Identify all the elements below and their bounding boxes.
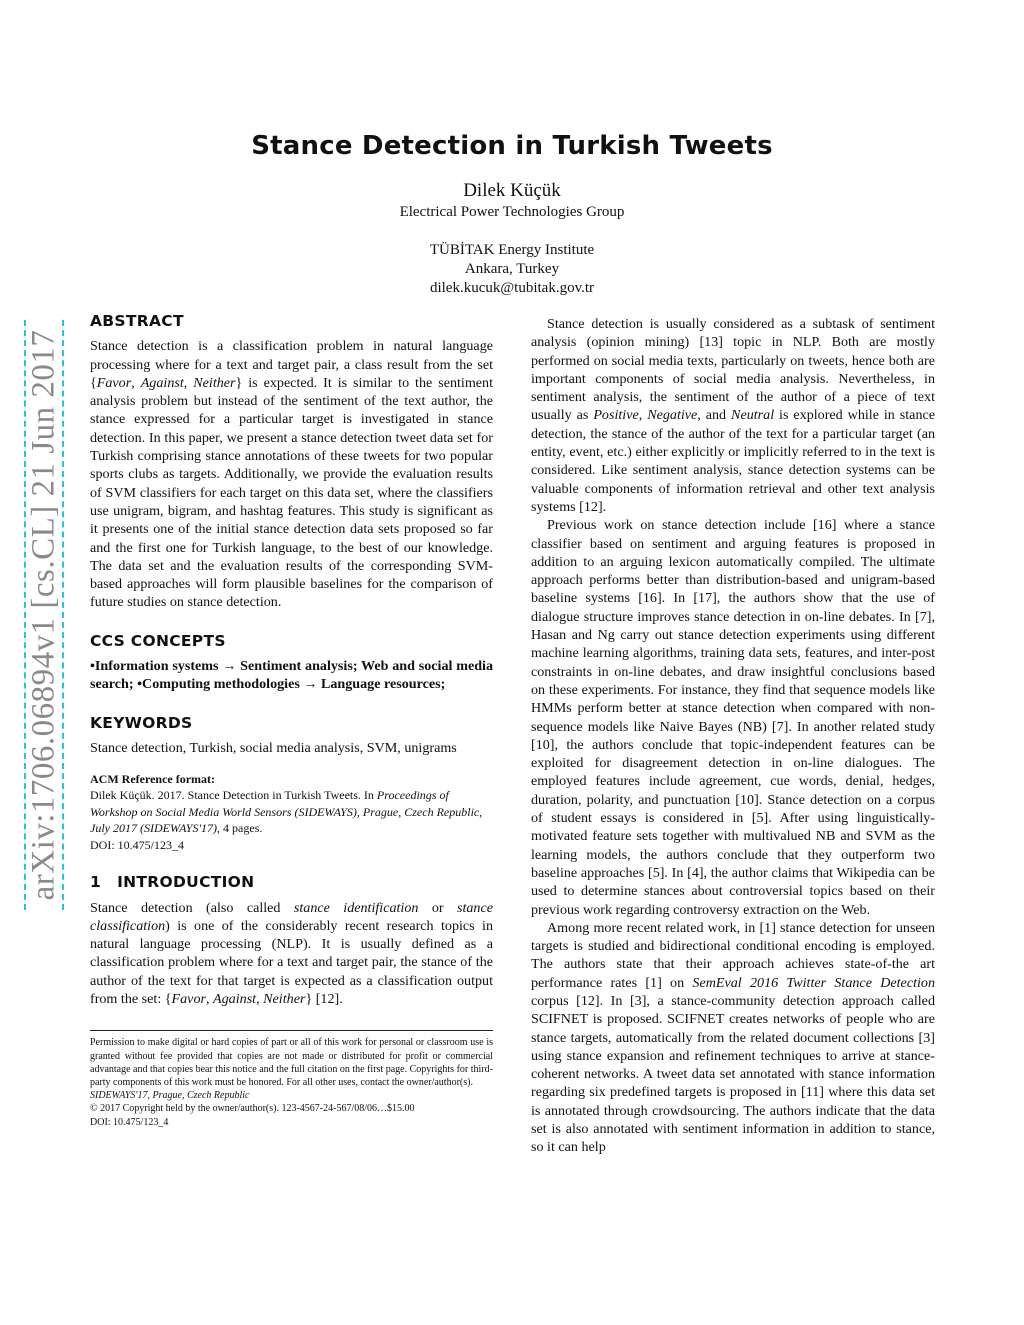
right-paragraph-2: Previous work on stance detection include [16] where a stance classifier based on sentiment and arguing features is proposed in addition to an arguing lexicon automatically compiled. The ultimate approach performs better than distribution-based and unigram-based baseline systems [16]. In [17], the authors show that the use of dialogue structure improves stance detection in on-line debates. In [7], Hasan and Ng carry out stance detection experiments using different machine learning algorithms, training data sets, features, and inter-post constraints in on-line debates, and draw insightful conclusions based on these experiments. For instance, they find that sequence models like HMMs perform better at stance detection when compared with non-sequence models like Naive Bayes (NB) [7]. In another related study [10], the authors conclude that topic-independent features can be exploited for disagreement detection in on-line dialogues. The employed features include agreement, cue words, denial, hedges, duration, polarity, and punctuation [10]. Stance detection on a corpus of student essays is considered in [5]. After using linguistically-motivated feature sets together with multivalued NB and SVM as the learning models, the authors conclude that they outperform two baseline approaches [5]. In [4], the author claims that Wikipedia can be used to determine stances about controversial topics based on their previous work regarding controversy extraction on the Web.	[531, 517, 935, 918]
introduction-heading: 1 INTRODUCTION	[90, 873, 255, 892]
paper-title: Stance Detection in Turkish Tweets	[251, 131, 773, 161]
author-affiliation-group: Electrical Power Technologies Group	[399, 204, 625, 220]
right-paragraph-1: Stance detection is usually considered as a subtask of sentiment analysis (opinion mining) [13] topic in NLP. Both are mostly performed on social media texts, particularly on tweets, hence both are important components of social media analysis. Nevertheless, in sentiment analysis, the sentiment of the author of a piece of text usually as Positive, Negative, and Neutral is explored while in stance detection, the stance of the author of the text for a particular target (an entity, event, etc.) either explicitly or implicitly referred to in the text is considered. Like sentiment analysis, stance detection systems can be valuable components of information retrieval and other text analysis systems [12].	[531, 316, 936, 515]
author-affiliation-address	[0, 241, 1024, 298]
footnote-conference: SIDEWAYS'17, Prague, Czech Republic	[90, 1090, 250, 1102]
acm-reference-heading: ACM Reference format:	[90, 772, 216, 787]
keywords-text: Stance detection, Turkish, social media analysis, SVM, unigrams	[90, 739, 457, 756]
left-column	[90, 312, 493, 1129]
footnote-doi: DOI: 10.475/123_4	[90, 1116, 169, 1128]
author-name: Dilek Küçük	[463, 180, 561, 201]
ccs-concepts-text: •Information systems → Sentiment analysis; Web and social media search; •Computing methodologies → Language resources;	[90, 658, 493, 693]
footnote-permission: Permission to make digital or hard copies of part or all of this work for personal or classroom use is granted without fee provided that copies are not made or distributed for profit or commercial advantage and that copies bear this notice and the full citation on the first page. Copyrights for third-party components of this work must be honored. For all other uses, contact the owner/author(s).	[90, 1037, 493, 1088]
section-number: 1	[90, 873, 102, 892]
ccs-heading: CCS CONCEPTS	[90, 631, 226, 650]
abstract-heading: ABSTRACT	[90, 312, 184, 330]
acm-reference-doi: DOI: 10.475/123_4	[90, 837, 184, 852]
author-email: dilek.kucuk@tubitak.gov.tr	[429, 280, 595, 296]
footnote-block	[90, 1036, 493, 1128]
affiliation-location: Ankara, Turkey	[464, 261, 560, 277]
right-paragraph-3: Among more recent related work, in [1] stance detection for unseen targets is studied and bidirectional conditional encoding is employed. The authors state that their approach achieves state-of-the art performance rates [1] on SemEval 2016 Twitter Stance Detection corpus [12]. In [3], a stance-community detection approach called SCIFNET is proposed. SCIFNET creates networks of people who are stance targets, automatically from the related document collections [3] using stance expansion and refinement techniques to arrive at stance-coherent networks. A tweet data set annotated with stance information regarding six predefined targets is proposed in [11] where this data set is annotated through crowdsourcing. The authors indicate that the data set is also annotated with sentiment information in addition to stance, so it can help	[531, 919, 935, 1156]
affiliation-institute: TÜBİTAK Energy Institute	[429, 242, 595, 258]
right-column	[531, 315, 935, 1157]
acm-reference-text: Dilek Küçük. 2017. Stance Detection in Turkish Tweets. In Proceedings of Workshop on Social Media World Sensors (SIDEWAYS), Prague, Czech Republic, July 2017 (SIDEWAYS'17), 4 pages.	[90, 788, 483, 836]
keywords-heading: KEYWORDS	[90, 713, 193, 732]
introduction-paragraph: Stance detection (also called stance identification or stance classification) is one of the considerably recent research topics in natural language processing (NLP). It is usually defined as a classification problem where for a text and target pair, the stance of the author of the text for that target is expected as a classification output from the set: {Favor, Against, Neither} [12].	[90, 899, 493, 1008]
footnote-divider	[90, 1030, 493, 1031]
arxiv-identifier: arXiv:1706.06894v1 [cs.CL] 21 Jun 2017	[25, 329, 62, 901]
footnote-copyright: © 2017 Copyright held by the owner/author(s). 123-4567-24-567/08/06…$15.00	[90, 1103, 415, 1115]
abstract-text: Stance detection is a classification problem in natural language processing where for a text and target pair, a class result from the set {Favor, Against, Neither} is expected. It is similar to the sentiment analysis problem but instead of the sentiment of the text author, the stance expressed for a particular target is investigated in stance detection. In this paper, we present a stance detection tweet data set for Turkish comprising stance annotations of these tweets for two popular sports clubs as targets. Additionally, we provide the evaluation results of SVM classifiers for each target on this data set, where the classifiers use unigram, bigram, and hashtag features. This study is significant as it presents one of the initial stance detection data sets proposed so far and the first one for Turkish language, to the best of our knowledge. The data set and the evaluation results of the corresponding SVM-based approaches will form plausible baselines for the comparison of future studies on stance detection.	[90, 338, 494, 611]
